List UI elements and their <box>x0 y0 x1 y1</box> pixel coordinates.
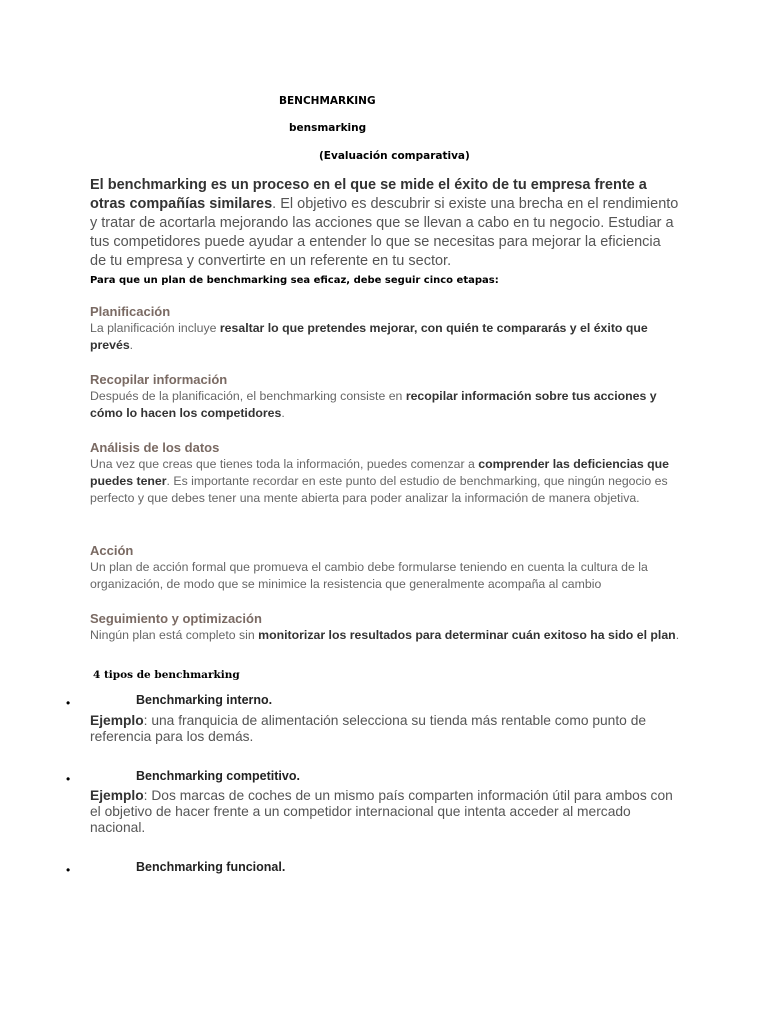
document-title: BENCHMARKING <box>279 95 376 107</box>
type-name-interno: Benchmarking interno. <box>136 693 273 707</box>
bullet-icon: • <box>66 772 71 786</box>
stage-heading: Acción <box>90 543 134 558</box>
stage-seguimiento <box>90 610 685 644</box>
type-name-funcional: Benchmarking funcional. <box>136 860 286 874</box>
steps-heading: Para que un plan de benchmarking sea eficaz, debe seguir cinco etapas: <box>90 275 499 286</box>
stage-accion <box>90 542 685 593</box>
stage-analisis <box>90 439 685 507</box>
stage-text: La planificación incluye resaltar lo que pretendes mejorar, con quién te compararás y el éxito que prevés. <box>90 321 648 352</box>
stage-heading: Planificación <box>90 304 171 319</box>
stage-heading: Análisis de los datos <box>90 440 220 455</box>
stage-text: Un plan de acción formal que promueva el cambio debe formularse teniendo en cuenta la cultura de la organización, de modo que se minimice la resistencia que generalmente acompaña al cambio <box>90 560 648 591</box>
stage-text: Después de la planificación, el benchmarking consiste en recopilar información sobre tus acciones y cómo lo hacen los competidores. <box>90 389 657 420</box>
stage-text: Una vez que creas que tienes toda la información, puedes comenzar a comprender las deficiencias que puedes tener. Es importante recordar en este punto del estudio de benchmarking, que ningún negocio es perfecto y que debes tener una mente abierta para poder analizar la información de manera objetiva. <box>90 457 669 505</box>
example-interno: Ejemplo: una franquicia de alimentación selecciona su tienda más rentable como punto de referencia para los demás. <box>90 713 647 744</box>
type-name-competitivo: Benchmarking competitivo. <box>136 769 300 783</box>
document-subtitle-translation: (Evaluación comparativa) <box>319 150 470 162</box>
stage-recopilar <box>90 371 685 422</box>
types-heading: 4 tipos de benchmarking <box>93 669 240 681</box>
intro-text: . El objetivo es descubrir si existe una brecha en el rendimiento y tratar de acortarla mejorando las acciones que se llevan a cabo en tu negocio. Estudiar a tus competidores puede ayudar a entender lo que se necesitas para mejorar la eficiencia de tu empresa y convertirte en un referente en tu sector. <box>90 196 679 269</box>
stage-heading: Recopilar información <box>90 372 228 387</box>
bullet-icon: • <box>66 696 71 710</box>
document-subtitle: bensmarking <box>289 122 367 134</box>
stage-text: Ningún plan está completo sin monitorizar los resultados para determinar cuán exitoso ha sido el plan. <box>90 628 680 642</box>
stage-planificacion <box>90 303 685 354</box>
example-competitivo: Ejemplo: Dos marcas de coches de un mismo país comparten información útil para ambos con el objetivo de hacer frente a un competidor internacional que intenta acceder al mercado nacional. <box>90 788 673 835</box>
intro-paragraph <box>90 176 680 271</box>
bullet-icon: • <box>66 863 71 877</box>
intro-bold-text: El benchmarking es un proceso en el que se mide el éxito de tu empresa frente a otras compañías similares <box>90 177 647 212</box>
stage-heading: Seguimiento y optimización <box>90 611 262 626</box>
